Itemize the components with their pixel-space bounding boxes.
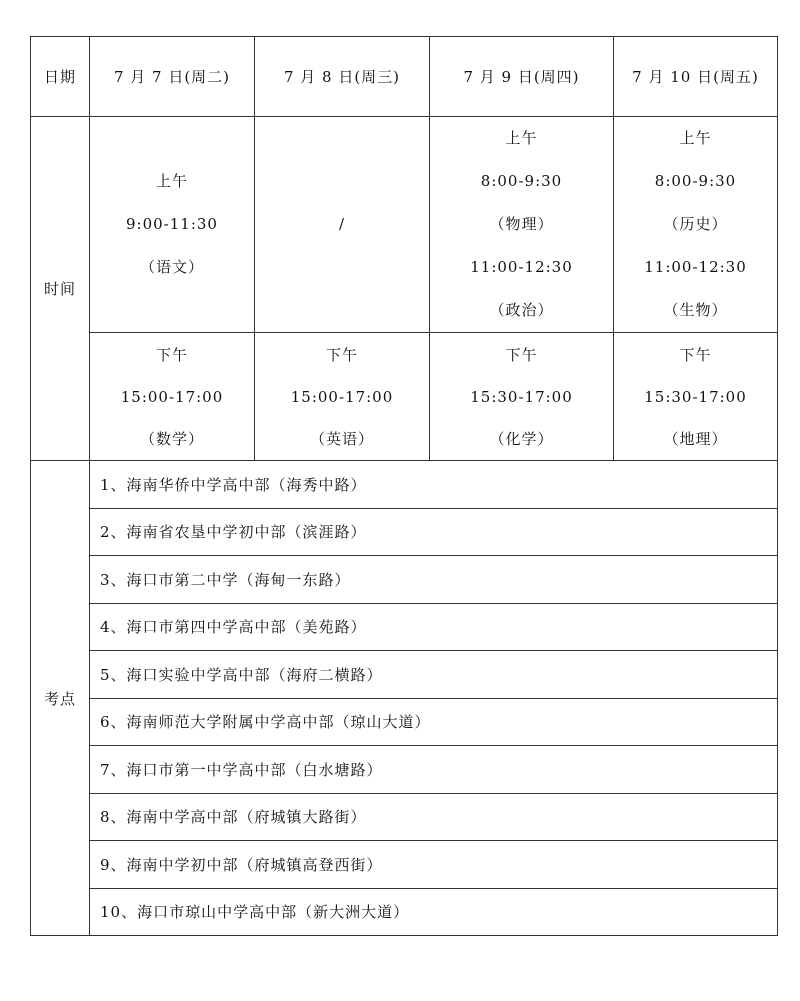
morning-cell (255, 117, 430, 333)
session-line: 15:00-17:00 (120, 387, 224, 406)
session-line: （数学） (139, 429, 204, 448)
morning-cell (614, 117, 778, 333)
morning-row (31, 117, 778, 333)
session-line: 9:00-11:30 (126, 215, 218, 233)
venue-item: 7、海口市第一中学高中部（白水塘路） (90, 746, 778, 794)
venue-row (31, 888, 778, 936)
session-line: 8:00-9:30 (480, 172, 563, 190)
venue-row (31, 698, 778, 746)
venue-item: 1、海南华侨中学高中部（海秀中路） (90, 461, 778, 509)
session-line: 11:00-12:30 (644, 258, 747, 276)
venue-item: 4、海口市第四中学高中部（美苑路） (90, 603, 778, 651)
venue-item: 8、海南中学高中部（府城镇大路街） (90, 793, 778, 841)
afternoon-cell (614, 333, 778, 461)
afternoon-row (31, 333, 778, 461)
session-line: 15:30-17:00 (470, 387, 573, 406)
morning-cell (430, 117, 614, 333)
venue-row (31, 651, 778, 699)
venue-row (31, 841, 778, 889)
session-line: 上午 (505, 129, 538, 147)
venue-label: 考点 (31, 461, 90, 936)
venue-item: 9、海南中学初中部（府城镇高登西街） (90, 841, 778, 889)
exam-schedule-table (30, 36, 778, 936)
day-header: 7 月 9 日(周四) (430, 37, 614, 117)
session-line: （政治） (489, 301, 554, 319)
day-header: 7 月 10 日(周五) (614, 37, 778, 117)
session-line: 8:00-9:30 (654, 172, 737, 190)
session-line: （地理） (663, 429, 728, 448)
venue-row (31, 556, 778, 604)
session-line: 15:30-17:00 (644, 387, 747, 406)
session-line: 下午 (505, 345, 538, 364)
venue-item: 6、海南师范大学附属中学高中部（琼山大道） (90, 698, 778, 746)
afternoon-cell (255, 333, 430, 461)
session-line: / (338, 215, 346, 233)
header-row (31, 37, 778, 117)
venue-item: 2、海南省农垦中学初中部（滨涯路） (90, 508, 778, 556)
session-line: （历史） (663, 215, 728, 233)
morning-cell (90, 117, 255, 333)
date-label: 日期 (31, 37, 90, 117)
venue-row (31, 603, 778, 651)
venue-row (31, 793, 778, 841)
session-line: 上午 (155, 172, 188, 190)
session-line: 下午 (325, 345, 358, 364)
venue-row (31, 508, 778, 556)
session-line: （生物） (663, 301, 728, 319)
afternoon-cell (430, 333, 614, 461)
session-line: （物理） (489, 215, 554, 233)
session-line: 下午 (679, 345, 712, 364)
venue-item: 5、海口实验中学高中部（海府二横路） (90, 651, 778, 699)
day-header: 7 月 8 日(周三) (255, 37, 430, 117)
venue-item: 10、海口市琼山中学高中部（新大洲大道） (90, 888, 778, 936)
venue-row (31, 461, 778, 509)
session-line: （语文） (139, 258, 204, 276)
session-line: 上午 (679, 129, 712, 147)
session-line: 11:00-12:30 (470, 258, 573, 276)
afternoon-cell (90, 333, 255, 461)
venue-row (31, 746, 778, 794)
session-line: （化学） (489, 429, 554, 448)
time-label: 时间 (31, 117, 90, 461)
session-line: 下午 (155, 345, 188, 364)
session-line: （英语） (309, 429, 374, 448)
day-header: 7 月 7 日(周二) (90, 37, 255, 117)
venue-item: 3、海口市第二中学（海甸一东路） (90, 556, 778, 604)
session-line: 15:00-17:00 (290, 387, 394, 406)
